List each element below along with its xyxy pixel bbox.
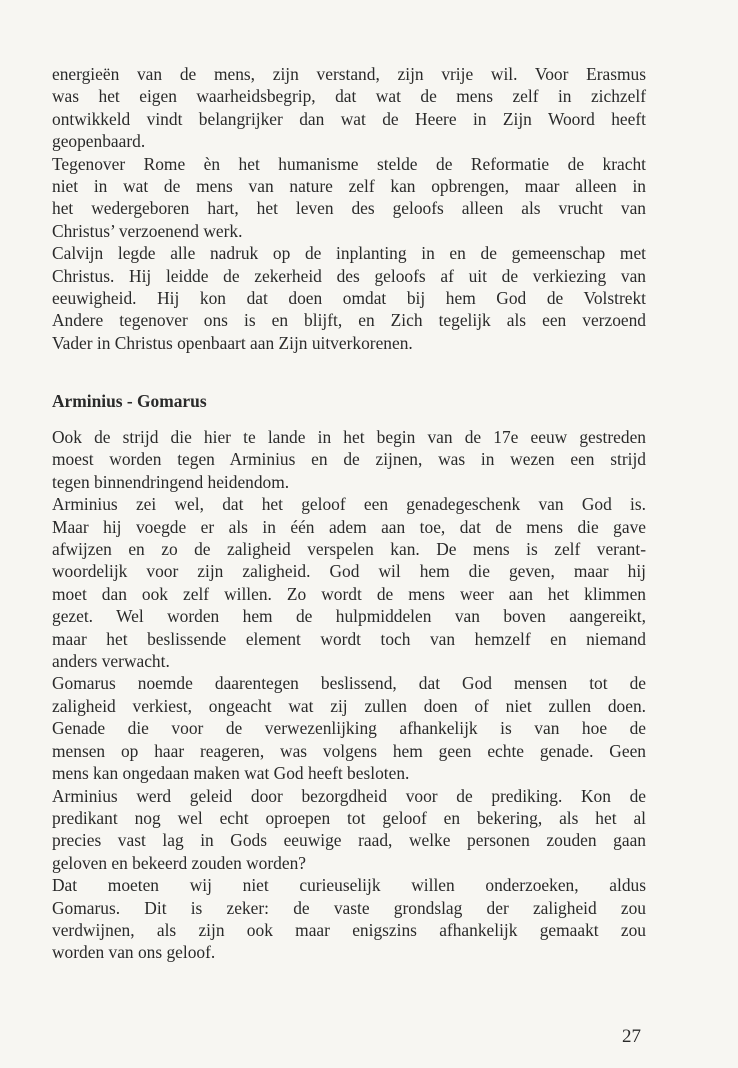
text-line: moest worden tegen Arminius en de zijnen, was in wezen een strijd bbox=[52, 449, 646, 470]
text-line: Tegenover Rome èn het humanisme stelde de Reformatie de kracht bbox=[52, 153, 646, 174]
text-line: tegen binnendringend heidendom. bbox=[52, 471, 290, 492]
text-line: Arminius zei wel, dat het geloof een genadegeschenk van God is. bbox=[52, 494, 646, 515]
text-line: mens kan ongedaan maken wat God heeft besloten. bbox=[52, 763, 410, 784]
text-line: Gomarus noemde daarentegen beslissend, dat God mensen tot de bbox=[52, 673, 646, 694]
text-line: Arminius werd geleid door bezorgdheid voor de prediking. Kon de bbox=[52, 785, 646, 806]
text-line: mensen op haar reageren, was volgens hem geen echte genade. Geen bbox=[52, 740, 646, 761]
text-line: Dat moeten wij niet curieuselijk willen onderzoeken, aldus bbox=[52, 875, 646, 896]
text-line: ontwikkeld vindt belangrijker dan wat de Heere in Zijn Woord heeft bbox=[52, 108, 646, 129]
text-line: zaligheid verkiest, ongeacht wat zij zullen doen of niet zullen doen. bbox=[52, 695, 646, 716]
text-line: gezet. Wel worden hem de hulpmiddelen van boven aangereikt, bbox=[52, 606, 646, 627]
paragraph-block-main bbox=[52, 426, 646, 964]
text-line: geloven en bekeerd zouden worden? bbox=[52, 852, 306, 873]
text-line: maar het beslissende element wordt toch van hemzelf en niemand bbox=[52, 628, 646, 649]
text-line: afwijzen en zo de zaligheid verspelen kan. De mens is zelf verant- bbox=[52, 539, 646, 560]
text-line: het wedergeboren hart, het leven des geloofs alleen als vrucht van bbox=[52, 198, 646, 219]
text-line: verdwijnen, als zijn ook maar enigszins afhankelijk gemaakt zou bbox=[52, 919, 646, 940]
text-line: eeuwigheid. Hij kon dat doen omdat bij hem God de Volstrekt bbox=[52, 288, 646, 309]
text-line: moet dan ook zelf willen. Zo wordt de mens weer aan het klimmen bbox=[52, 583, 646, 604]
text-line: geopenbaard. bbox=[52, 131, 146, 152]
text-line: Andere tegenover ons is en blijft, en Zich tegelijk als een verzoend bbox=[52, 310, 646, 331]
text-line: Calvijn legde alle nadruk op de inplanting in en de gemeenschap met bbox=[52, 243, 646, 264]
text-line: Genade die voor de verwezenlijking afhankelijk is van hoe de bbox=[52, 718, 646, 739]
text-line: niet in wat de mens van nature zelf kan opbrengen, maar alleen in bbox=[52, 176, 646, 197]
text-line: Christus. Hij leidde de zekerheid des geloofs af uit de verkiezing van bbox=[52, 265, 646, 286]
text-line: was het eigen waarheidsbegrip, dat wat de mens zelf in zichzelf bbox=[52, 86, 646, 107]
text-line: Ook de strijd die hier te lande in het begin van de 17e eeuw gestreden bbox=[52, 427, 646, 447]
text-line: anders verwacht. bbox=[52, 651, 170, 672]
paragraph-block-intro bbox=[52, 63, 646, 354]
text-line: woordelijk voor zijn zaligheid. God wil hem die geven, maar hij bbox=[52, 561, 646, 582]
text-line: Gomarus. Dit is zeker: de vaste grondslag der zaligheid zou bbox=[52, 897, 646, 918]
section-heading: Arminius - Gomarus bbox=[52, 391, 207, 411]
text-line: energieën van de mens, zijn verstand, zijn vrije wil. Voor Erasmus bbox=[52, 64, 646, 84]
text-line: Vader in Christus openbaart aan Zijn uitverkorenen. bbox=[52, 332, 413, 353]
page-number: 27 bbox=[622, 1026, 641, 1047]
text-line: precies vast lag in Gods eeuwige raad, welke personen zouden gaan bbox=[52, 830, 646, 851]
text-line: Christus’ verzoenend werk. bbox=[52, 220, 243, 241]
text-line: predikant nog wel echt oproepen tot geloof en bekering, als het al bbox=[52, 807, 646, 828]
text-line: Maar hij voegde er als in één adem aan toe, dat de mens die gave bbox=[52, 516, 646, 537]
text-line: worden van ons geloof. bbox=[52, 942, 216, 963]
